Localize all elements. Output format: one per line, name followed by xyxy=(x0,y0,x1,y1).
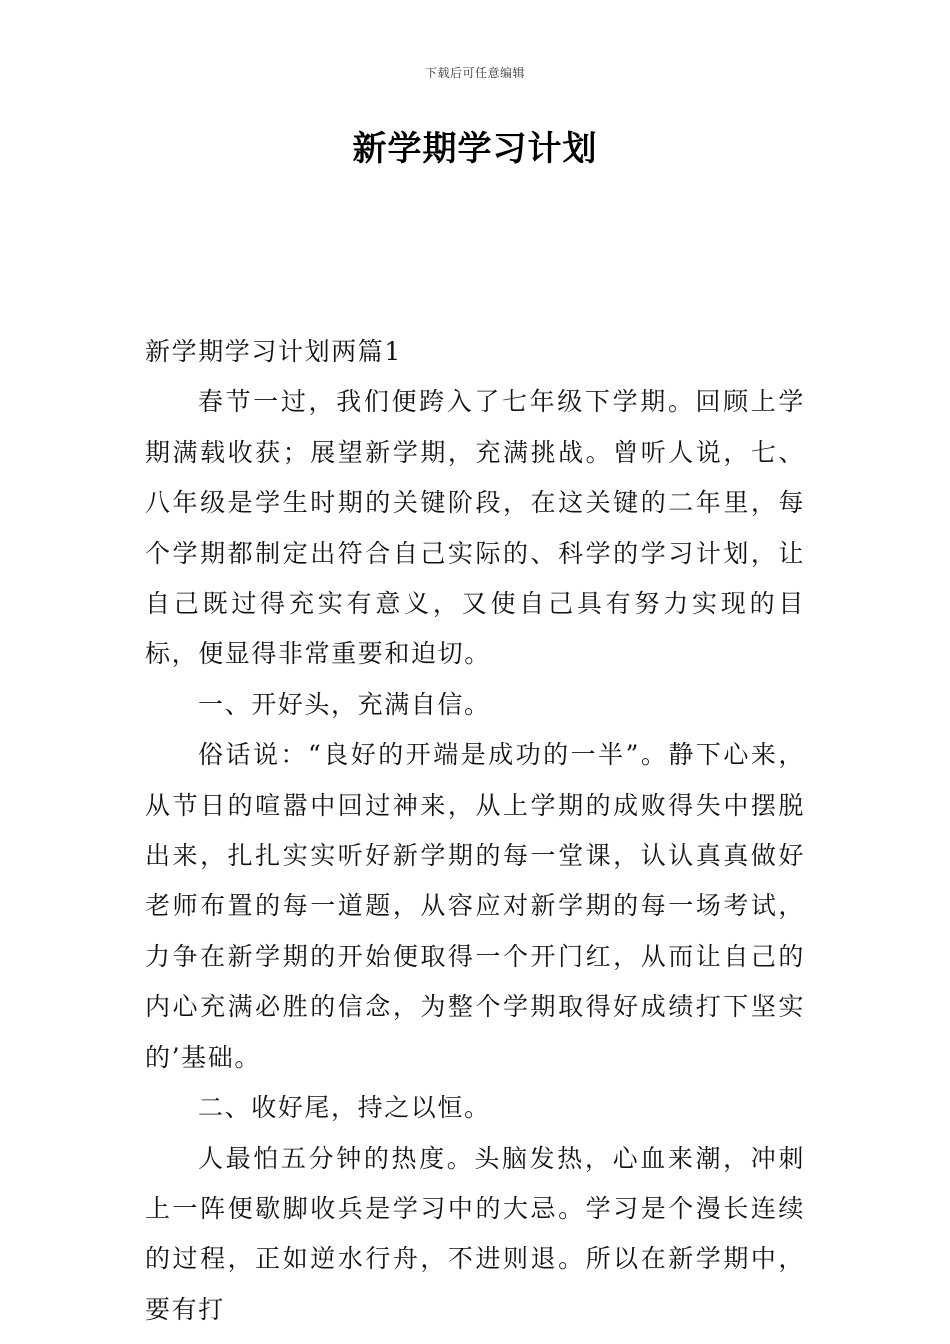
paragraph: 俗话说：“良好的开端是成功的一半”。静下心来，从节日的喧嚣中回过神来，从上学期的成败得失中摆脱出来，扎扎实实听好新学期的每一堂课，认认真真做好老师布置的每一道题，从容应对新学期的每一场考试，力争在新学期的开始便取得一个开门红，从而让自己的内心充满必胜的信念，为整个学期取得好成绩打下坚实的’基础。 xyxy=(145,740,805,1072)
document-body xyxy=(145,327,805,1335)
document-title: 新学期学习计划 xyxy=(352,129,598,169)
section-heading: 新学期学习计划两篇1 xyxy=(145,337,402,366)
paragraph: 二、收好尾，持之以恒。 xyxy=(198,1093,491,1123)
paragraph: 春节一过，我们便跨入了七年级下学期。回顾上学期满载收获；展望新学期，充满挑战。曾听人说，七、八年级是学生时期的关键阶段，在这关键的二年里，每个学期都制定出符合自己实际的、科学的学习计划，让自己既过得充实有意义，又使自己具有努力实现的目标，便显得非常重要和迫切。 xyxy=(145,387,805,669)
paragraph: 人最怕五分钟的热度。头脑发热，心血来潮，冲刺上一阵便歇脚收兵是学习中的大忌。学习是个漫长连续的过程，正如逆水行舟，不进则退。所以在新学期中，要有打 xyxy=(145,1143,805,1324)
header-note: 下载后可任意编辑 xyxy=(424,66,525,80)
paragraph: 一、开好头，充满自信。 xyxy=(198,689,491,719)
